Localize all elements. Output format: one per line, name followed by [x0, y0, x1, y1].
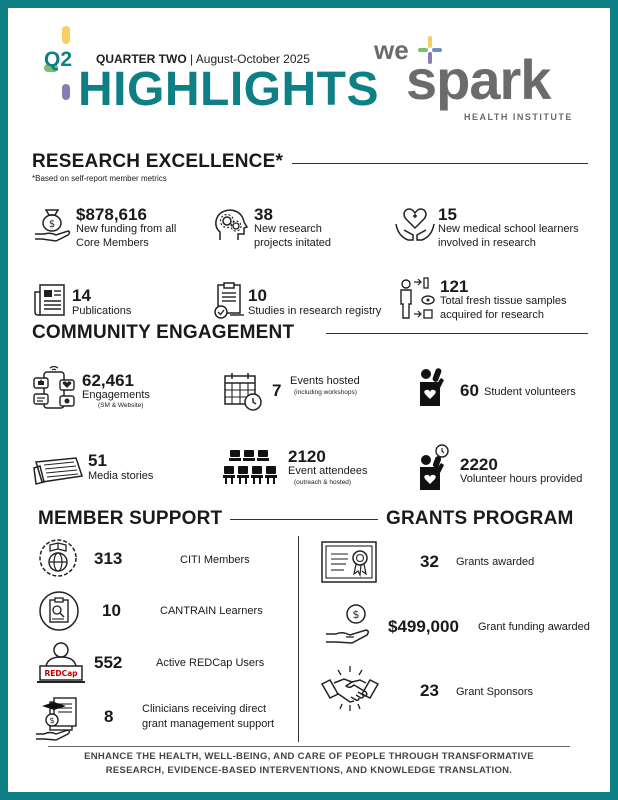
certificate-icon	[320, 540, 378, 584]
redcap-value: 552	[94, 653, 123, 672]
calendar-clock-icon	[222, 370, 264, 412]
page-title: HIGHLIGHTS	[78, 63, 379, 116]
attendees-value: 2120	[288, 447, 326, 466]
projects-label-1: New research	[254, 223, 322, 235]
media-label: Media stories	[88, 470, 154, 482]
yellow-dot	[62, 26, 70, 44]
grants-rule	[306, 519, 376, 520]
community-rule	[326, 333, 588, 334]
engagements-label: Engagements	[82, 389, 150, 401]
funding-label-2: Core Members	[76, 237, 149, 249]
grant-funding-label: Grant funding awarded	[478, 621, 590, 633]
grants-awarded-value: 32	[420, 552, 439, 571]
media-value: 51	[88, 451, 107, 470]
svg-text:$: $	[49, 716, 55, 725]
registry-label: Studies in research registry	[248, 305, 382, 317]
redcap-user-icon	[36, 640, 86, 686]
svg-text:$: $	[352, 608, 360, 621]
clinicians-value: 8	[104, 707, 114, 726]
funding-label-1: New funding from all	[76, 223, 177, 235]
heart-hands-icon	[394, 204, 436, 244]
newspaper-icon	[32, 282, 68, 318]
hours-label: Volunteer hours provided	[460, 473, 583, 485]
learners-label-2: involved in research	[438, 237, 536, 249]
funding-value: $878,616	[76, 205, 147, 224]
projects-value: 38	[254, 205, 273, 224]
learners-label-1: New medical school learners	[438, 223, 579, 235]
learning-clipboard-icon	[38, 590, 80, 632]
research-heading: RESEARCH EXCELLENCE*	[32, 151, 284, 172]
wespark-logo	[368, 34, 593, 126]
publications-value: 14	[72, 286, 91, 305]
sponsors-label: Grant Sponsors	[456, 686, 534, 698]
attendees-sub: (outreach & hosted)	[294, 479, 352, 486]
money-bag-hand-icon	[32, 204, 72, 244]
logo-subtitle: HEALTH INSTITUTE	[464, 112, 573, 122]
events-label: Events hosted	[290, 375, 360, 387]
social-media-icon	[32, 364, 76, 412]
research-note: *Based on self-report member metrics	[32, 174, 167, 183]
engagements-sub: (SM & Website)	[98, 402, 144, 409]
learners-value: 15	[438, 205, 457, 224]
column-divider	[298, 536, 299, 742]
redcap-icon-text: REDCap	[44, 669, 78, 678]
quarter-label: QUARTER TWO	[96, 52, 187, 66]
grants-heading: GRANTS PROGRAM	[386, 508, 574, 529]
cantrain-label: CANTRAIN Learners	[160, 605, 263, 617]
community-heading: COMMUNITY ENGAGEMENT	[32, 322, 295, 343]
research-rule	[292, 163, 588, 164]
footer-rule	[48, 746, 570, 747]
grant-funding-value: $499,000	[388, 617, 459, 636]
quarter-badge: Q2	[44, 48, 73, 71]
coin-hand-icon	[324, 602, 378, 648]
tissue-sample-icon	[394, 276, 438, 322]
svg-text:$: $	[48, 219, 56, 230]
logo-we: we	[374, 35, 409, 65]
grants-awarded-label: Grants awarded	[456, 556, 535, 568]
volunteers-label: Student volunteers	[484, 386, 576, 398]
date-range: August-October 2025	[195, 52, 310, 66]
globe-book-icon	[38, 538, 78, 578]
attendees-label: Event attendees	[288, 465, 368, 477]
volunteer-icon	[416, 366, 450, 406]
report-page	[8, 8, 610, 792]
cantrain-value: 10	[102, 601, 121, 620]
footer-line-1: ENHANCE THE HEALTH, WELL-BEING, AND CARE OF PEOPLE THROUGH TRANSFORMATIVE	[84, 751, 534, 762]
sponsors-value: 23	[420, 681, 439, 700]
events-value: 7	[272, 381, 282, 400]
publications-label: Publications	[72, 305, 132, 317]
purple-dot	[62, 84, 70, 100]
grant-document-hand-icon	[34, 696, 86, 744]
folded-newspaper-icon	[32, 454, 86, 486]
events-sub: (including workshops)	[294, 389, 357, 396]
hours-value: 2220	[460, 455, 498, 474]
citi-label: CITI Members	[180, 554, 250, 566]
volunteer-clock-icon	[416, 444, 452, 490]
tissue-label-2: acquired for research	[440, 309, 544, 321]
footer-line-2: RESEARCH, EVIDENCE-BASED INTERVENTIONS, AND KNOWLEDGE TRANSLATION.	[105, 765, 513, 776]
redcap-label: Active REDCap Users	[156, 657, 265, 669]
gears-head-icon	[212, 206, 250, 244]
registry-icon	[212, 282, 248, 320]
clinicians-label-1: Clinicians receiving direct	[142, 703, 267, 715]
volunteers-value: 60	[460, 381, 479, 400]
projects-label-2: projects initated	[254, 237, 332, 249]
registry-value: 10	[248, 286, 267, 305]
member-support-heading: MEMBER SUPPORT	[38, 508, 223, 529]
separator: |	[190, 52, 194, 66]
citi-value: 313	[94, 549, 123, 568]
tissue-label-1: Total fresh tissue samples	[440, 295, 567, 307]
audience-seats-icon	[222, 448, 280, 486]
logo-spark: spark	[406, 48, 551, 111]
handshake-icon	[320, 664, 380, 712]
tissue-value: 121	[440, 277, 469, 296]
clinicians-label-2: grant management support	[142, 718, 275, 730]
engagements-value: 62,461	[82, 371, 134, 390]
